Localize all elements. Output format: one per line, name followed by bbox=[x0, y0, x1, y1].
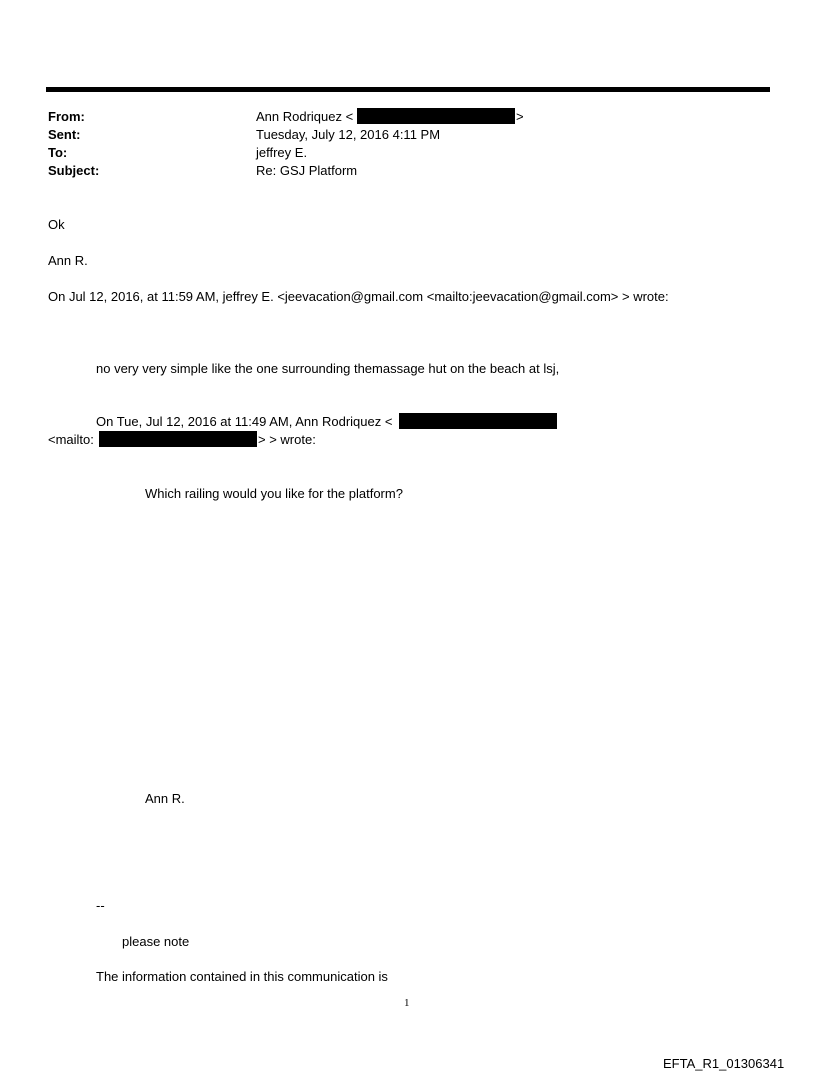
from-label: From: bbox=[48, 109, 85, 124]
sent-value: Tuesday, July 12, 2016 4:11 PM bbox=[256, 127, 441, 142]
body-signature: Ann R. bbox=[48, 253, 88, 268]
to-label: To: bbox=[48, 145, 68, 160]
page-number: 1 bbox=[404, 997, 410, 1009]
quote2-text: Which railing would you like for the platform? bbox=[145, 486, 403, 501]
please-note: please note bbox=[122, 934, 190, 949]
sent-label: Sent: bbox=[48, 127, 81, 142]
subject-value: Re: GSJ Platform bbox=[256, 163, 358, 178]
quote2-header: On Tue, Jul 12, 2016 at 11:49 AM, Ann Rodriquez < bbox=[96, 414, 393, 429]
redaction-from-email bbox=[357, 108, 515, 124]
document-id: EFTA_R1_01306341 bbox=[663, 1056, 785, 1071]
confidentiality-line: The information contained in this communication is bbox=[96, 969, 388, 984]
quote2-signature: Ann R. bbox=[145, 791, 185, 806]
quote1-text: no very very simple like the one surrounding themassage hut on the beach at lsj, bbox=[96, 361, 560, 376]
subject-label: Subject: bbox=[48, 163, 100, 178]
from-close: > bbox=[516, 109, 524, 124]
body-ok: Ok bbox=[48, 217, 65, 232]
quote2-mailto: <mailto: bbox=[48, 432, 94, 447]
redaction-quote2-email bbox=[399, 413, 557, 429]
to-value: jeffrey E. bbox=[256, 145, 308, 160]
quote1-header: On Jul 12, 2016, at 11:59 AM, jeffrey E. <jeevacation@gmail.com <mailto:jeevacation@gmail.com> > wrote: bbox=[48, 289, 669, 304]
signature-separator: -- bbox=[96, 898, 105, 913]
header-rule bbox=[46, 87, 770, 92]
quote2-wrote: > > wrote: bbox=[258, 432, 316, 447]
redaction-quote2-mailto bbox=[99, 431, 257, 447]
from-value: Ann Rodriquez < bbox=[256, 109, 354, 124]
